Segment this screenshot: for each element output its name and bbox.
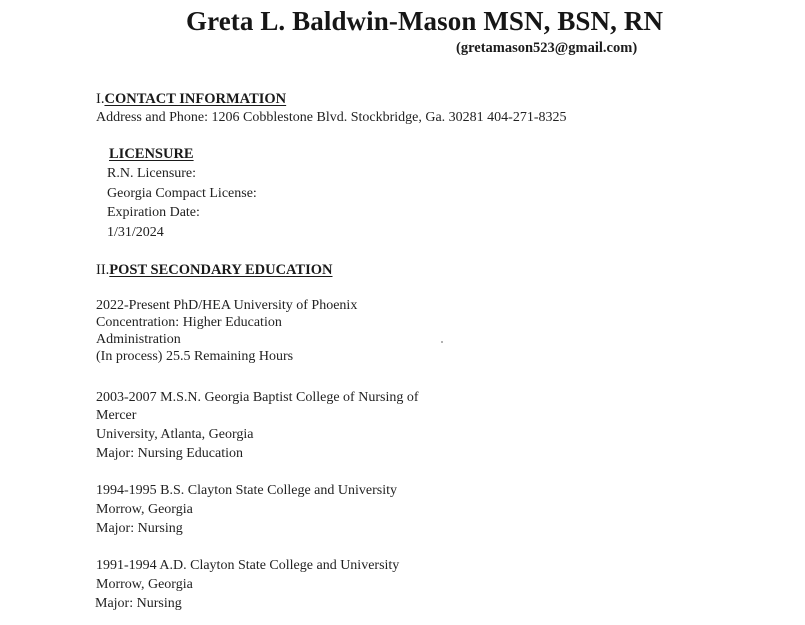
- licensure-line: 1/31/2024: [107, 225, 164, 240]
- contact-section-heading: [96, 91, 286, 108]
- contact-section-number: I.: [96, 91, 105, 107]
- education-section-title: POST SECONDARY EDUCATION: [109, 262, 333, 278]
- education-entry-line: Major: Nursing: [95, 596, 182, 611]
- scan-speck: [441, 341, 443, 343]
- education-section-heading: [96, 262, 333, 279]
- education-entry-line: 1991-1994 A.D. Clayton State College and University: [96, 558, 400, 573]
- licensure-heading: LICENSURE: [109, 146, 194, 162]
- licensure-line: Georgia Compact License:: [107, 186, 257, 201]
- education-entry-line: Morrow, Georgia: [96, 577, 193, 592]
- resume-name: Greta L. Baldwin-Mason MSN, BSN, RN: [186, 6, 664, 36]
- contact-section-title: CONTACT INFORMATION: [104, 91, 287, 107]
- education-section-number: II.: [96, 262, 110, 278]
- education-entry-line: Major: Nursing Education: [96, 446, 243, 461]
- education-entry-line: 2003-2007 M.S.N. Georgia Baptist College of Nursing of: [96, 390, 419, 405]
- education-entry-line: University, Atlanta, Georgia: [96, 427, 254, 442]
- education-entry-line: 2022-Present PhD/HEA University of Phoenix: [96, 298, 358, 313]
- education-entry-line: Major: Nursing: [96, 521, 183, 536]
- resume-email: (gretamason523@gmail.com): [456, 40, 638, 56]
- education-entry-line: Mercer: [96, 408, 137, 423]
- education-entry-line: 1994-1995 B.S. Clayton State College and University: [96, 483, 397, 498]
- licensure-line: Expiration Date:: [107, 205, 200, 220]
- education-entry-line: Concentration: Higher Education: [96, 315, 282, 330]
- education-entry-line: Administration: [96, 332, 181, 347]
- contact-address-line: Address and Phone: 1206 Cobblestone Blvd. Stockbridge, Ga. 30281 404-271-8325: [96, 110, 567, 125]
- education-entry-line: (In process) 25.5 Remaining Hours: [96, 349, 294, 364]
- licensure-line: R.N. Licensure:: [107, 166, 197, 181]
- education-entry-line: Morrow, Georgia: [96, 502, 193, 517]
